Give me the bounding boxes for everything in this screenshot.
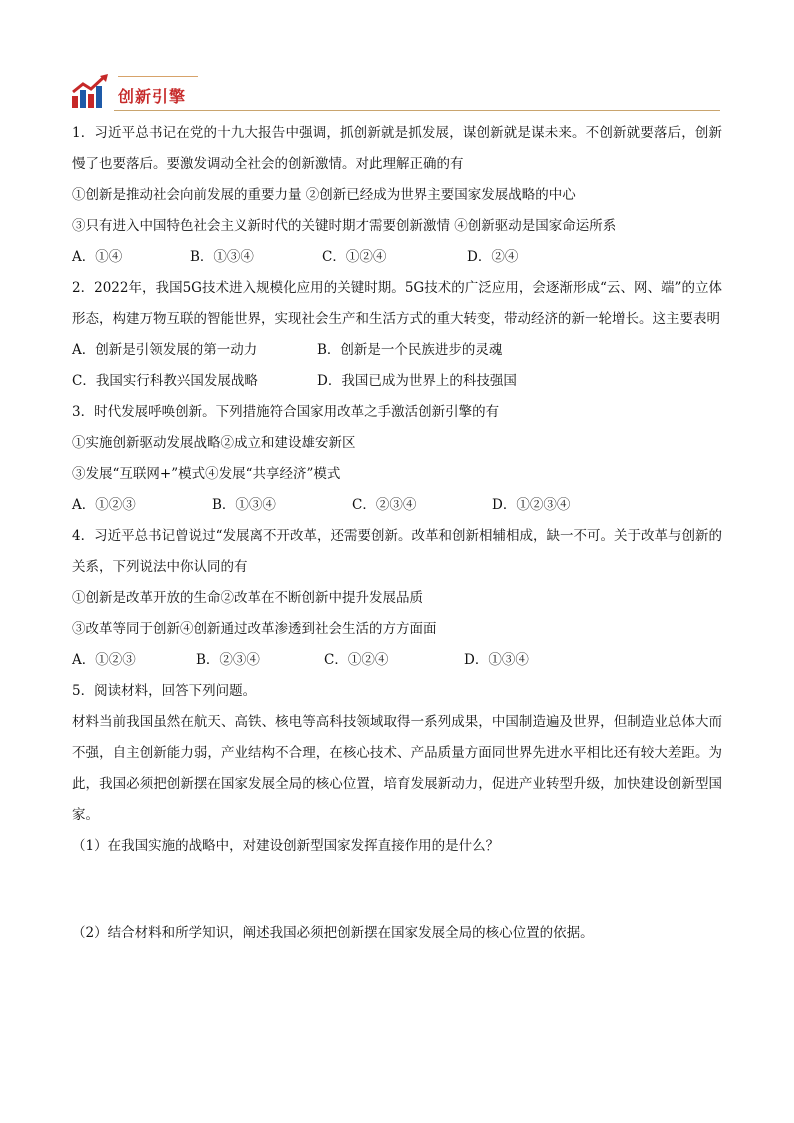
question-4-options [72,645,722,676]
question-2-options-row-2 [72,366,722,397]
question-2-stem: 2．2022年，我国5G技术进入规模化应用的关键时期。5G技术的广泛应用，会逐渐形成“云、网、端”的立体形态，构建万物互联的智能世界，实现社会生产和生活方式的重大转变，带动经济的新一轮增长。这主要表明 [72,280,722,327]
question-3-stem: 3．时代发展呼唤创新。下列措施符合国家用改革之手激活创新引擎的有 [72,404,500,420]
option-c[interactable]: C．我国实行科教兴国发展战略 [72,373,258,389]
answer-space-1[interactable] [72,862,722,918]
option-b[interactable]: B．②③④ [196,652,260,668]
option-a[interactable]: A．①④ [72,249,123,265]
option-c[interactable]: C．②③④ [352,497,417,513]
question-1-stem: 1．习近平总书记在党的十九大报告中强调，抓创新就是抓发展，谋创新就是谋未来。不创新就要落后，创新慢了也要落后。要激发调动全社会的创新激情。对此理解正确的有 [72,125,722,172]
question-5-material: 材料当前我国虽然在航天、高铁、核电等高科技领域取得一系列成果，中国制造遍及世界，但制造业总体大而不强，自主创新能力弱，产业结构不合理，在核心技术、产品质量方面同世界先进水平相比还有较大差距。为此，我国必须把创新摆在国家发展全局的核心位置，培育发展新动力，促进产业转型升级，加快建设创新型国家。 [72,714,722,823]
option-a[interactable]: A．①②③ [72,497,136,513]
question-2-options-row-1 [72,335,722,366]
rising-chart-icon [70,74,110,110]
question-1-statement-a: ①创新是推动社会向前发展的重要力量 ②创新已经成为世界主要国家发展战略的中心 [72,187,576,203]
option-d[interactable]: D．①②③④ [492,497,571,513]
question-5-sub-2: （2）结合材料和所学知识，阐述我国必须把创新摆在国家发展全局的核心位置的依据。 [72,925,594,941]
question-3-statement-b: ③发展“互联网+”模式④发展“共享经济”模式 [72,466,341,482]
option-c[interactable]: C．①②④ [322,249,387,265]
question-4-stem: 4．习近平总书记曾说过“发展离不开改革，还需要创新。改革和创新相辅相成，缺一不可。关于改革与创新的关系，下列说法中你认同的有 [72,528,722,575]
option-a[interactable]: A．创新是引领发展的第一动力 [72,342,258,358]
option-d[interactable]: D．②④ [467,249,519,265]
section-title: 创新引擎 [118,87,187,106]
question-3-statement-a: ①实施创新驱动发展战略②成立和建设雄安新区 [72,435,356,451]
option-b[interactable]: B．创新是一个民族进步的灵魂 [317,342,503,358]
option-d[interactable]: D．①③④ [464,652,529,668]
question-1-options [72,242,722,273]
option-b[interactable]: B．①③④ [212,497,276,513]
question-4-statement-b: ③改革等同于创新④创新通过改革渗透到社会生活的方方面面 [72,621,437,637]
option-d[interactable]: D．我国已成为世界上的科技强国 [317,373,517,389]
option-a[interactable]: A．①②③ [72,652,136,668]
section-header [70,70,720,112]
header-divider [114,110,720,111]
question-3-options [72,490,722,521]
question-4-statement-a: ①创新是改革开放的生命②改革在不断创新中提升发展品质 [72,590,423,606]
question-5-sub-1: （1）在我国实施的战略中，对建设创新型国家发挥直接作用的是什么？ [72,838,500,854]
option-c[interactable]: C．①②④ [324,652,389,668]
question-list [72,118,722,949]
option-b[interactable]: B．①③④ [190,249,254,265]
question-5-stem: 5．阅读材料，回答下列问题。 [72,683,257,699]
header-accent-line [118,76,198,77]
question-1-statement-b: ③只有进入中国特色社会主义新时代的关键时期才需要创新激情 ④创新驱动是国家命运所系 [72,218,617,234]
